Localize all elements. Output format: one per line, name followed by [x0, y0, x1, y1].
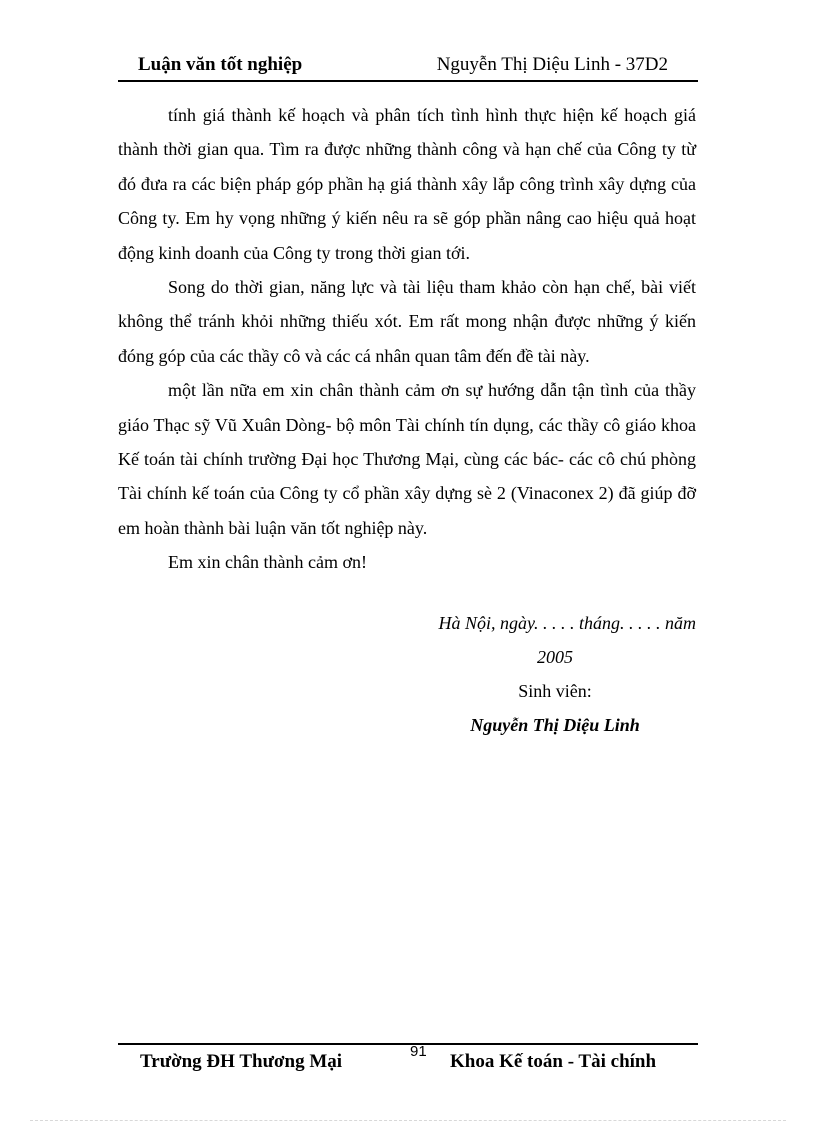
page-footer: [118, 1043, 698, 1079]
page-number: 91: [410, 1043, 427, 1060]
signature-date-line: Hà Nội, ngày. . . . . tháng. . . . . năm: [438, 613, 696, 633]
signature-year: 2005: [537, 647, 573, 667]
paragraph-continuation: tính giá thành kế hoạch và phân tích tình hình thực hiện kế hoạch giá thành thời gian qua. Tìm ra được những thành công và hạn chế của Công ty từ đó đưa ra các biện pháp góp phần hạ giá thành xây lắp công trình xây dựng của Công ty. Em hy vọng những ý kiến nêu ra sẽ góp phần nâng cao hiệu quả hoạt động kinh doanh của Công ty trong thời gian tới.: [118, 105, 696, 263]
header-title: Luận văn tốt nghiệp: [138, 54, 303, 75]
paragraph-limitations: Song do thời gian, năng lực và tài liệu tham khảo còn hạn chế, bài viết không thể tránh khỏi những thiếu xót. Em rất mong nhận được những ý kiến đóng góp của các thầy cô và các cá nhân quan tâm đến đề tài này.: [118, 277, 696, 366]
signature-role: Sinh viên:: [518, 681, 592, 701]
page-edge-divider: [30, 1120, 786, 1121]
signature-name: Nguyễn Thị Diệu Linh: [470, 715, 640, 735]
body-text: [118, 98, 696, 580]
paragraph-thanks: Em xin chân thành cảm ơn!: [168, 552, 367, 573]
paragraph-acknowledgement: một lần nữa em xin chân thành cảm ơn sự hướng dẫn tận tình của thầy giáo Thạc sỹ Vũ Xuân Dòng- bộ môn Tài chính tín dụng, các thầy cô giáo khoa Kế toán tài chính trường Đại học Thương Mại, cùng các bác- các cô chú phòng Tài chính kế toán của Công ty cổ phần xây dựng sè 2 (Vinaconex 2) đã giúp đỡ em hoàn thành bài luận văn tốt nghiệp này.: [118, 380, 696, 538]
header-author: Nguyễn Thị Diệu Linh - 37D2: [436, 54, 668, 75]
footer-school: Trường ĐH Thương Mại: [140, 1051, 343, 1072]
page-header: [118, 52, 698, 82]
footer-faculty: Khoa Kế toán - Tài chính: [450, 1051, 657, 1072]
